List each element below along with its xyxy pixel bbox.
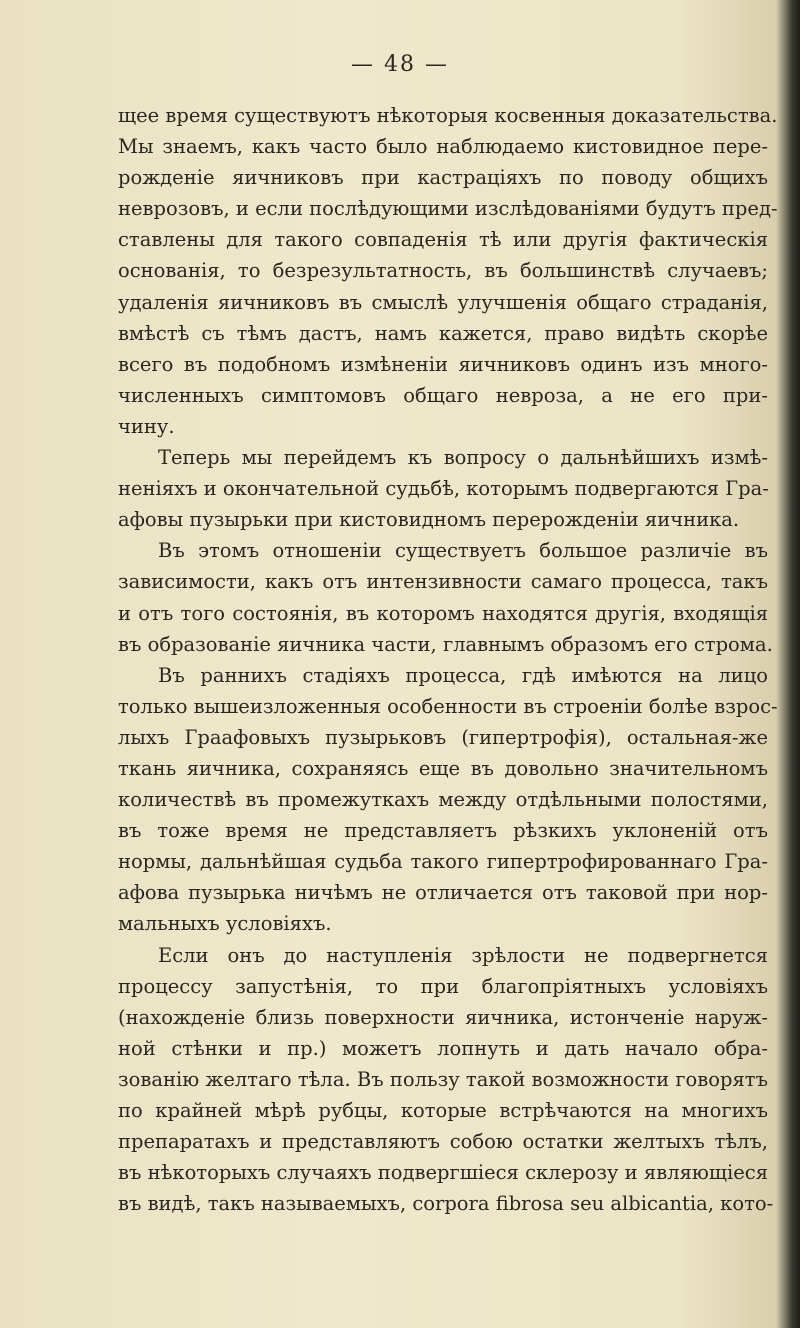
- text-line: и отъ того состоянія, въ которомъ находятся другія, входящія: [118, 601, 768, 625]
- text-line: чину.: [118, 414, 175, 438]
- text-line: въ тоже время не представляетъ рѣзкихъ уклоненій отъ: [118, 819, 768, 843]
- text-line: численныхъ симптомовъ общаго невроза, а не его при-: [118, 383, 768, 407]
- text-line: нормы, дальнѣйшая судьба такого гипертрофированнаго Гра-: [118, 850, 768, 874]
- text-line: Если онъ до наступленія зрѣлости не подвергнется: [158, 943, 768, 967]
- text-line: Въ этомъ отношеніи существуетъ большое различіе въ: [158, 539, 768, 563]
- text-line: препаратахъ и представляютъ собою остатки желтыхъ тѣлъ,: [118, 1130, 768, 1154]
- text-line: только вышеизложенныя особенности въ строеніи болѣе взрос-: [118, 694, 778, 718]
- text-line: мальныхъ условіяхъ.: [118, 912, 332, 936]
- text-line: въ образованіе яичника части, главнымъ образомъ его строма.: [118, 632, 773, 656]
- text-line: удаленія яичниковъ въ смыслѣ улучшенія общаго страданія,: [118, 290, 768, 314]
- text-line: въ нѣкоторыхъ случаяхъ подвергшіеся склерозу и являющіеся: [118, 1161, 768, 1185]
- text-line: неніяхъ и окончательной судьбѣ, которымъ подвергаются Гра-: [118, 477, 769, 501]
- text-line: ставлены для такого совпаденія тѣ или другія фактическія: [118, 228, 768, 252]
- body-text: [118, 100, 778, 1219]
- text-line: ной стѣнки и пр.) можетъ лопнуть и дать начало обра-: [118, 1036, 768, 1060]
- text-line: въ видѣ, такъ называемыхъ, corpora fibrosa seu albicantia, кото-: [118, 1192, 774, 1216]
- text-line: Въ раннихъ стадіяхъ процесса, гдѣ имѣются на лицо: [158, 663, 768, 687]
- text-line: лыхъ Граафовыхъ пузырьковъ (гипертрофія), остальная-же: [118, 725, 768, 749]
- text-line: ткань яичника, сохраняясь еще въ довольно значительномъ: [118, 756, 768, 780]
- text-line: количествѣ въ промежуткахъ между отдѣльными полостями,: [118, 788, 768, 812]
- text-line: Теперь мы перейдемъ къ вопросу о дальнѣйшихъ измѣ-: [158, 446, 768, 470]
- text-line: афова пузырька ничѣмъ не отличается отъ таковой при нор-: [118, 881, 768, 905]
- text-line: основанія, то безрезультатность, въ большинствѣ случаевъ;: [118, 259, 768, 283]
- text-line: процессу запустѣнія, то при благопріятныхъ условіяхъ: [118, 974, 768, 998]
- text-line: Мы знаемъ, какъ часто было наблюдаемо кистовидное пере-: [118, 135, 768, 159]
- text-line: щее время существуютъ нѣкоторыя косвенныя доказательства.: [118, 104, 778, 127]
- page-number: — 48 —: [351, 52, 449, 77]
- text-line: всего въ подобномъ измѣненіи яичниковъ одинъ изъ много-: [118, 352, 768, 376]
- text-line: (нахожденіе близь поверхности яичника, истонченіе наруж-: [118, 1005, 768, 1029]
- text-line: вмѣстѣ съ тѣмъ дастъ, намъ кажется, право видѣть скорѣе: [118, 321, 768, 345]
- text-line: афовы пузырьки при кистовидномъ перерожденіи яичника.: [118, 508, 740, 532]
- text-line: зованію желтаго тѣла. Въ пользу такой возможности говорятъ: [118, 1067, 768, 1091]
- text-line: неврозовъ, и если послѣдующими изслѣдованіями будутъ пред-: [118, 197, 778, 221]
- text-line: рожденіе яичниковъ при кастраціяхъ по поводу общихъ: [118, 166, 768, 190]
- text-line: по крайней мѣрѣ рубцы, которые встрѣчаются на многихъ: [118, 1099, 768, 1122]
- text-line: зависимости, какъ отъ интензивности самаго процесса, такъ: [118, 570, 768, 594]
